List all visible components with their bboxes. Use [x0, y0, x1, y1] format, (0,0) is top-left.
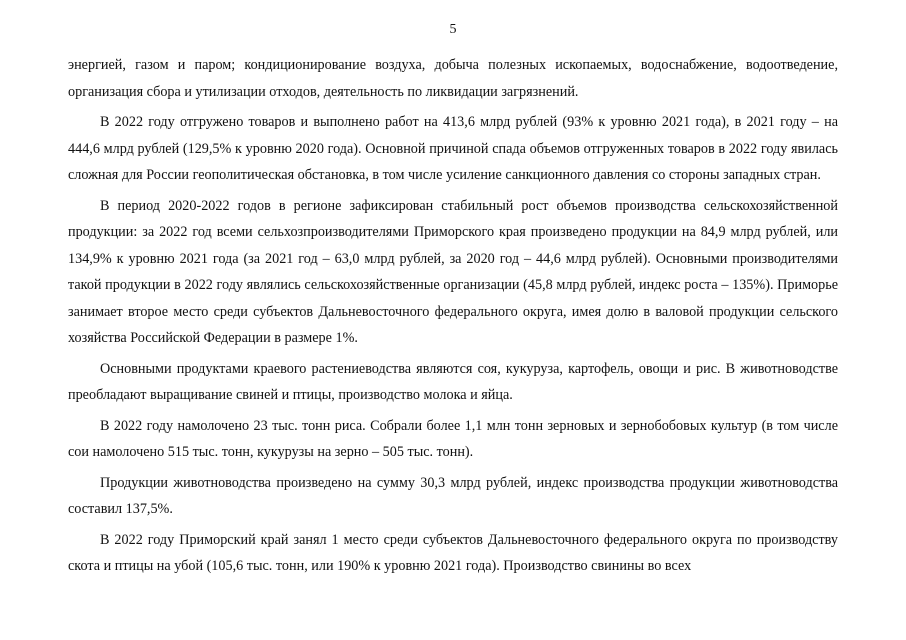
paragraph-livestock-output: Продукции животноводства произведено на сумму 30,3 млрд рублей, индекс производства продукции животноводства составил 137,5%.	[68, 474, 838, 517]
page-number: 5	[449, 22, 457, 37]
document-body	[68, 52, 838, 580]
paragraph-main-products: Основными продуктами краевого растениеводства являются соя, кукуруза, картофель, овощи и рис. В животноводстве преобладают выращивание свиней и птицы, производство молока и яйца.	[68, 360, 838, 403]
paragraph-agriculture-growth: В период 2020-2022 годов в регионе зафиксирован стабильный рост объемов производства сельскохозяйственной продукции: за 2022 год всеми сельхозпроизводителями Приморского края произведено продукции на 84,9 млрд рублей, или 134,9% к уровню 2021 года (за 2021 год – 63,0 млрд рублей, за 2020 год – 44,6 млрд рублей). Основными производителями такой продукции в 2022 году являлись сельскохозяйственные организации (45,8 млрд рублей, индекс роста – 135%). Приморье занимает второе место среди субъектов Дальневосточного федерального округа, имея долю в валовой продукции сельского хозяйства Российской Федерации в размере 1%.	[68, 197, 838, 346]
paragraph-continuation: энергией, газом и паром; кондиционирование воздуха, добыча полезных ископаемых, водоснабжение, водоотведение, организация сбора и утилизации отходов, деятельность по ликвидации загрязнений.	[68, 57, 838, 100]
paragraph-harvest-2022: В 2022 году намолочено 23 тыс. тонн риса. Собрали более 1,1 млн тонн зерновых и зернобобовых культур (в том числе сои намолочено 515 тыс. тонн, кукурузы на зерно – 505 тыс. тонн).	[68, 417, 838, 460]
paragraph-meat-production: В 2022 году Приморский край занял 1 место среди субъектов Дальневосточного федерального округа по производству скота и птицы на убой (105,6 тыс. тонн, или 190% к уровню 2021 года). Производство свинины во всех	[68, 531, 838, 574]
paragraph-shipments-2022: В 2022 году отгружено товаров и выполнено работ на 413,6 млрд рублей (93% к уровню 2021 года), в 2021 году – на 444,6 млрд рублей (129,5% к уровню 2020 года). Основной причиной спада объемов отгруженных товаров в 2022 году явилась сложная для России геополитическая обстановка, в том числе усиление санкционного давления со стороны западных стран.	[68, 114, 838, 183]
